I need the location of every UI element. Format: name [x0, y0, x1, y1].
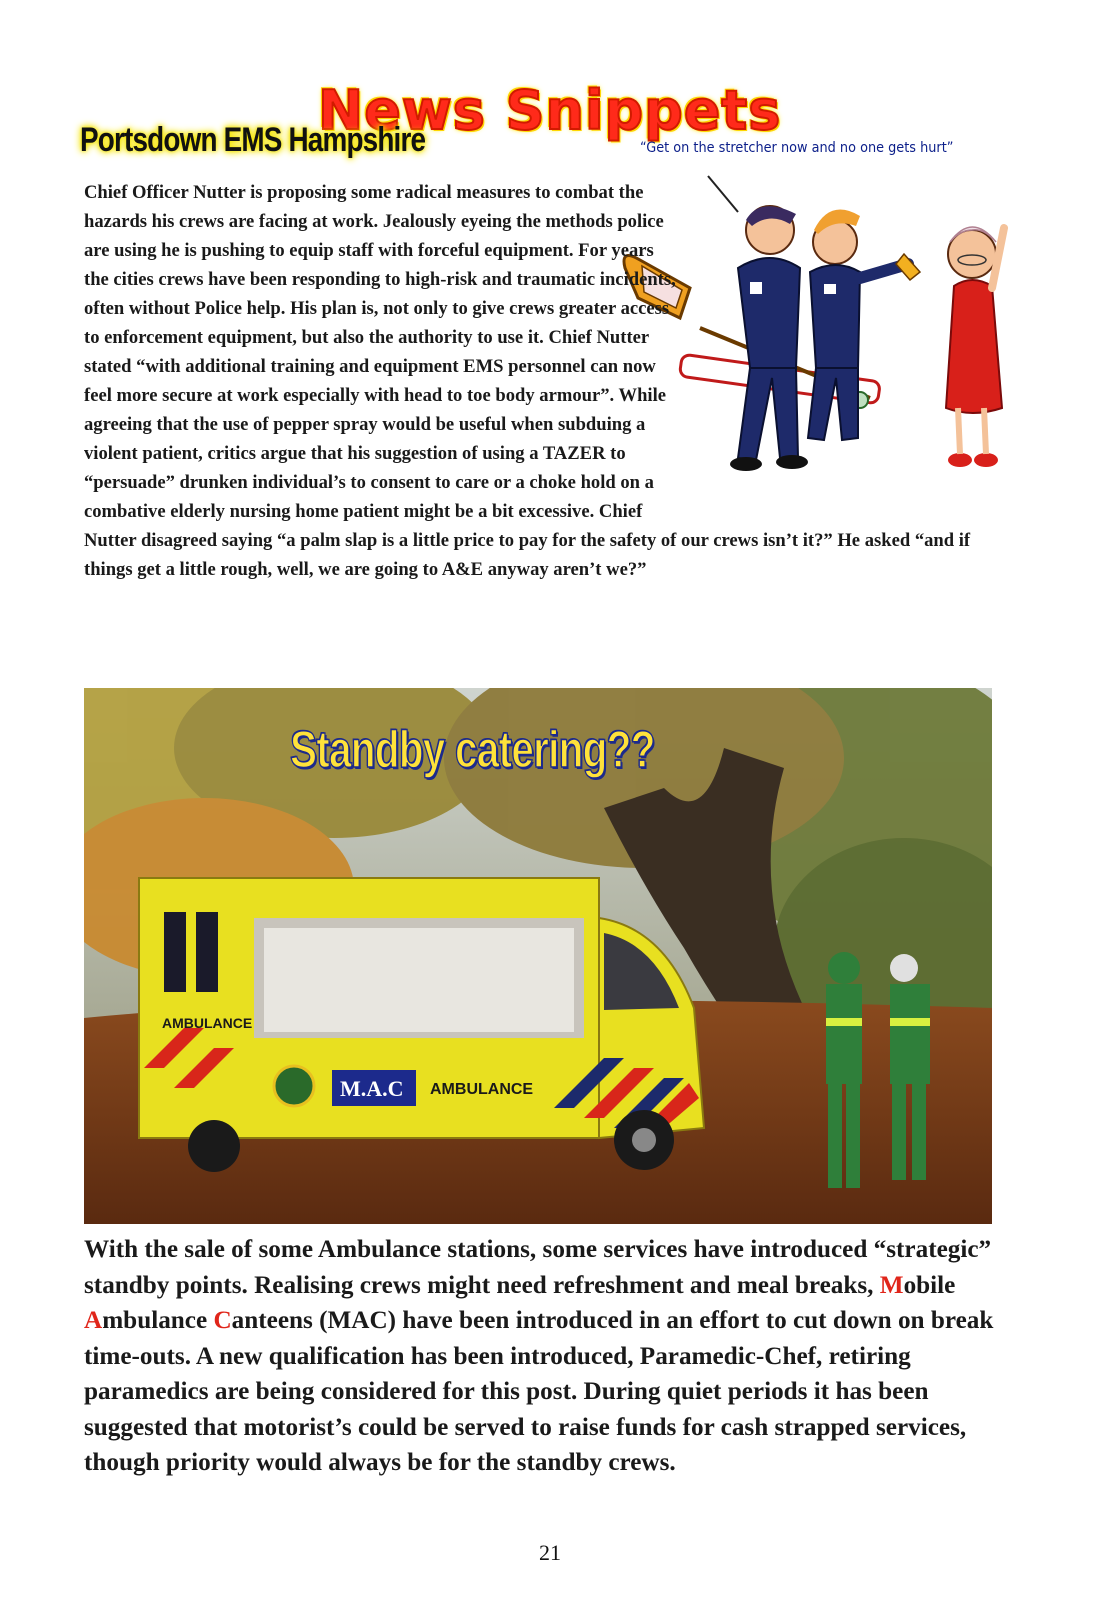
paragraph-text-start: With the sale of some Ambulance stations, some services have introduced “strategic” standby points. Realising crews might need refreshment and meal breaks, [84, 1236, 992, 1299]
acronym-letter-m: M [879, 1271, 904, 1299]
paragraph-text-end: anteens (MAC) have been introduced in an effort to cut down on break time-outs. A new qualification has been introduced, Paramedic-Chef, retiring paramedics are being considered for this post. During quiet periods it has been suggested that motorist’s could be served to raise funds for cash strapped services, though priority would always be for the standby crews. [84, 1307, 994, 1476]
acronym-letter-a: A [84, 1307, 103, 1334]
article-title: Portsdown EMS Hampshire [80, 121, 426, 159]
cartoon-text-wrap [677, 178, 1019, 526]
article-body [84, 178, 1019, 584]
acronym-word-mobile: obile [903, 1271, 956, 1299]
acronym-letter-c: C [213, 1307, 232, 1334]
van-body-label: AMBULANCE [430, 1081, 534, 1098]
standby-article-body [84, 1232, 1014, 1481]
page-number: 21 [539, 1540, 561, 1565]
photo-headline: Standby catering?? [290, 721, 655, 779]
van-side-label: AMBULANCE [162, 1015, 253, 1031]
van-panel-label: M.A.C [340, 1076, 404, 1101]
article-paragraph: Chief Officer Nutter is proposing some radical measures to combat the hazards his crews are facing at work. Jealously eyeing the methods police are using he is pushing to equip staff with forceful equipment. For years the cities crews have been responding to high-risk and traumatic incidents, often without Police help. His plan is, not only to give crews greater access to enforcement equipment, but also the authority to use it. Chief Nutter stated “with additional training and equipment EMS personnel can now feel more secure at work especially with head to toe body armour”. While agreeing that the use of pepper spray would be useful when subduing a violent patient, critics argue that his suggestion of using a TAZER to “persuade” drunken individual’s to consent to care or a choke hold on a combative elderly nursing home patient might be a bit excessive. Chief Nutter disagreed saying “a palm slap is a little price to pay for the safety of our crews isn’t it?” He asked “and if things get a little rough, well, we are going to A&E anyway aren’t we?” [84, 182, 971, 580]
news-snippets-banner: News Snippets [318, 79, 782, 142]
standby-paragraph [84, 1232, 1014, 1481]
acronym-word-ambulance: mbulance [102, 1307, 214, 1334]
cartoon-quote: “Get on the stretcher now and no one gets hurt” [640, 140, 954, 156]
